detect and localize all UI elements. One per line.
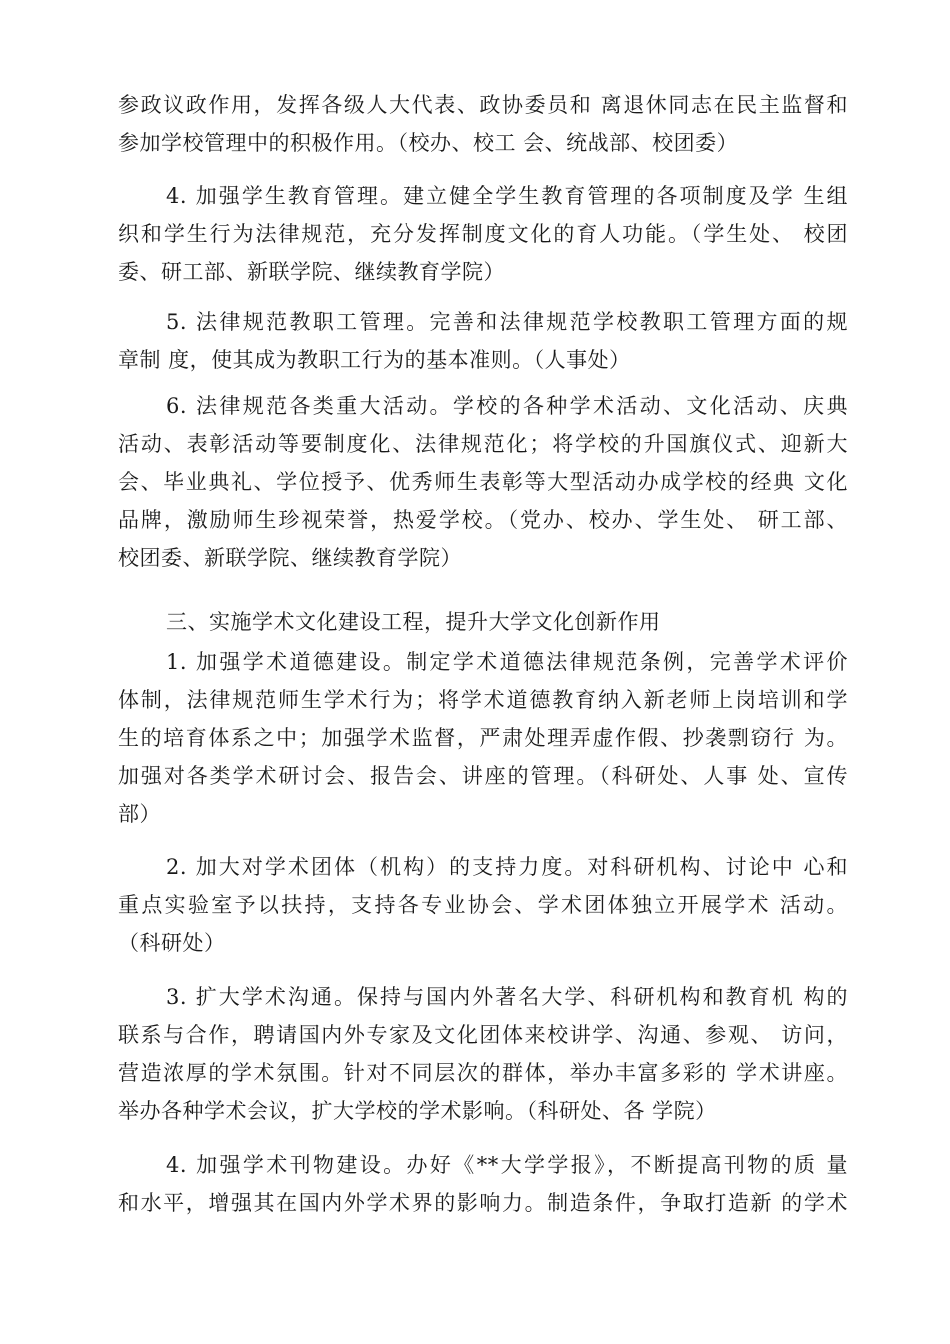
text-line: （科研处） bbox=[118, 931, 226, 955]
text-line: 5. 法律规范教职工管理。完善和法律规范学校教职工管理方面的规 bbox=[166, 310, 848, 334]
text-line: 营造浓厚的学术氛围。针对不同层次的群体，举办丰富多彩的 学术讲座。 bbox=[118, 1061, 848, 1085]
text-line: 活动、表彰活动等要制度化、法律规范化；将学校的升国旗仪式、迎新大 bbox=[118, 432, 848, 456]
text-line: 6. 法律规范各类重大活动。学校的各种学术活动、文化活动、庆典 bbox=[166, 394, 848, 418]
text-line: 生的培育体系之中；加强学术监督，严肃处理弄虚作假、抄袭剽窃行 为。 bbox=[118, 726, 848, 750]
text-line: 部） bbox=[118, 802, 161, 826]
paragraph-item-5-staff bbox=[118, 303, 848, 379]
text-line: 校团委、新联学院、继续教育学院） bbox=[118, 546, 462, 570]
text-line: 举办各种学术会议，扩大学校的学术影响。（科研处、各 学院） bbox=[118, 1099, 717, 1123]
text-line: 加强对各类学术研讨会、报告会、讲座的管理。（科研处、人事 处、宣传 bbox=[118, 764, 848, 788]
text-line: 4. 加强学术刊物建设。办好《**大学学报》，不断提高刊物的质 量 bbox=[166, 1153, 848, 1177]
text-line: 2. 加大对学术团体（机构）的支持力度。对科研机构、讨论中 心和 bbox=[166, 855, 848, 879]
text-line: 品牌，激励师生珍视荣誉，热爱学校。（党办、校办、学生处、 研工部、 bbox=[118, 508, 848, 532]
text-line: 参政议政作用，发挥各级人大代表、政协委员和 离退休同志在民主监督和 bbox=[118, 93, 848, 117]
text-line: 和水平，增强其在国内外学术界的影响力。制造条件，争取打造新 的学术 bbox=[118, 1191, 848, 1215]
text-line: 1. 加强学术道德建设。制定学术道德法律规范条例，完善学术评价 bbox=[166, 650, 848, 674]
paragraph-item-4-journal bbox=[118, 1146, 848, 1222]
paragraph-item-3-exchange bbox=[118, 978, 848, 1130]
text-line: 织和学生行为法律规范，充分发挥制度文化的育人功能。（学生处、 校团 bbox=[118, 222, 848, 246]
paragraph-item-4-student bbox=[118, 177, 848, 291]
paragraph-item-6-events bbox=[118, 387, 848, 577]
section-heading bbox=[118, 603, 848, 641]
text-line: 章制 度，使其成为教职工行为的基本准则。（人事处） bbox=[118, 348, 631, 372]
paragraph-item-1-ethics bbox=[118, 643, 848, 833]
text-line: 3. 扩大学术沟通。保持与国内外著名大学、科研机构和教育机 构的 bbox=[166, 985, 848, 1009]
paragraph-item-2-groups bbox=[118, 848, 848, 962]
text-line: 会、毕业典礼、学位授予、优秀师生表彰等大型活动办成学校的经典 文化 bbox=[118, 470, 848, 494]
text-line: 联系与合作，聘请国内外专家及文化团体来校讲学、沟通、参观、 访问， bbox=[118, 1023, 848, 1047]
text-line: 4. 加强学生教育管理。建立健全学生教育管理的各项制度及学 生组 bbox=[166, 184, 848, 208]
section-heading-text: 三、实施学术文化建设工程，提升大学文化创新作用 bbox=[166, 610, 661, 634]
text-line: 重点实验室予以扶持，支持各专业协会、学术团体独立开展学术 活动。 bbox=[118, 893, 848, 917]
text-line: 委、研工部、新联学院、继续教育学院） bbox=[118, 260, 505, 284]
paragraph-continuation bbox=[118, 86, 848, 162]
text-line: 参加学校管理中的积极作用。（校办、校工 会、统战部、校团委） bbox=[118, 131, 739, 155]
text-line: 体制，法律规范师生学术行为；将学术道德教育纳入新老师上岗培训和学 bbox=[118, 688, 848, 712]
